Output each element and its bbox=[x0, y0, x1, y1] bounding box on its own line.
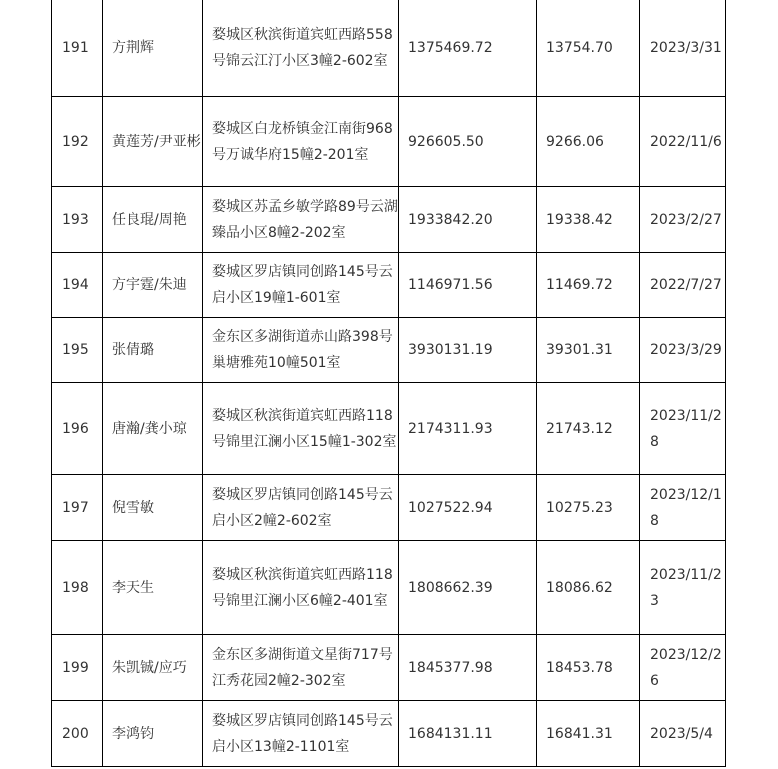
cell-tax: 11469.72 bbox=[537, 253, 640, 318]
table-row bbox=[52, 541, 726, 635]
cell-number: 194 bbox=[52, 253, 103, 318]
cell-tax: 16841.31 bbox=[537, 701, 640, 767]
table-row bbox=[52, 253, 726, 318]
cell-tax: 9266.06 bbox=[537, 97, 640, 187]
table-row bbox=[52, 635, 726, 701]
cell-date: 2023/12/26 bbox=[640, 635, 726, 701]
records-table-container bbox=[51, 0, 726, 767]
cell-number: 191 bbox=[52, 0, 103, 97]
cell-name: 张倩璐 bbox=[103, 318, 203, 383]
cell-date: 2023/12/18 bbox=[640, 475, 726, 541]
cell-number: 195 bbox=[52, 318, 103, 383]
cell-name: 方宇霆/朱迪 bbox=[103, 253, 203, 318]
cell-date: 2023/3/29 bbox=[640, 318, 726, 383]
cell-amount: 1375469.72 bbox=[399, 0, 537, 97]
cell-amount: 1684131.11 bbox=[399, 701, 537, 767]
cell-number: 193 bbox=[52, 187, 103, 253]
table-row bbox=[52, 475, 726, 541]
table-row bbox=[52, 701, 726, 767]
cell-name: 倪雪敏 bbox=[103, 475, 203, 541]
cell-amount: 1146971.56 bbox=[399, 253, 537, 318]
cell-date: 2022/11/6 bbox=[640, 97, 726, 187]
cell-amount: 1808662.39 bbox=[399, 541, 537, 635]
cell-number: 192 bbox=[52, 97, 103, 187]
cell-number: 198 bbox=[52, 541, 103, 635]
table-row bbox=[52, 383, 726, 475]
table-row bbox=[52, 97, 726, 187]
cell-date: 2023/3/31 bbox=[640, 0, 726, 97]
cell-name: 李天生 bbox=[103, 541, 203, 635]
cell-address: 婺城区罗店镇同创路145号云启小区13幢2-1101室 bbox=[203, 701, 399, 767]
cell-date: 2022/7/27 bbox=[640, 253, 726, 318]
cell-date: 2023/2/27 bbox=[640, 187, 726, 253]
cell-date: 2023/11/23 bbox=[640, 541, 726, 635]
cell-tax: 13754.70 bbox=[537, 0, 640, 97]
cell-address: 婺城区白龙桥镇金江南街968号万诚华府15幢2-201室 bbox=[203, 97, 399, 187]
cell-amount: 3930131.19 bbox=[399, 318, 537, 383]
cell-address: 婺城区秋滨街道宾虹西路558号锦云江汀小区3幢2-602室 bbox=[203, 0, 399, 97]
cell-address: 金东区多湖街道赤山路398号巢塘雅苑10幢501室 bbox=[203, 318, 399, 383]
cell-tax: 21743.12 bbox=[537, 383, 640, 475]
cell-tax: 39301.31 bbox=[537, 318, 640, 383]
cell-name: 任良琨/周艳 bbox=[103, 187, 203, 253]
records-table bbox=[51, 0, 726, 767]
cell-name: 方荆辉 bbox=[103, 0, 203, 97]
cell-number: 197 bbox=[52, 475, 103, 541]
cell-amount: 1845377.98 bbox=[399, 635, 537, 701]
records-table-body bbox=[52, 0, 726, 767]
cell-tax: 18086.62 bbox=[537, 541, 640, 635]
cell-name: 李鸿钧 bbox=[103, 701, 203, 767]
cell-amount: 1933842.20 bbox=[399, 187, 537, 253]
table-row bbox=[52, 187, 726, 253]
cell-number: 196 bbox=[52, 383, 103, 475]
cell-number: 200 bbox=[52, 701, 103, 767]
cell-tax: 18453.78 bbox=[537, 635, 640, 701]
cell-amount: 1027522.94 bbox=[399, 475, 537, 541]
table-row bbox=[52, 0, 726, 97]
cell-date: 2023/5/4 bbox=[640, 701, 726, 767]
cell-name: 唐瀚/龚小琼 bbox=[103, 383, 203, 475]
cell-tax: 19338.42 bbox=[537, 187, 640, 253]
table-row bbox=[52, 318, 726, 383]
cell-number: 199 bbox=[52, 635, 103, 701]
cell-amount: 926605.50 bbox=[399, 97, 537, 187]
cell-name: 朱凯铖/应巧 bbox=[103, 635, 203, 701]
cell-address: 婺城区苏孟乡敏学路89号云湖臻品小区8幢2-202室 bbox=[203, 187, 399, 253]
cell-amount: 2174311.93 bbox=[399, 383, 537, 475]
cell-address: 婺城区罗店镇同创路145号云启小区19幢1-601室 bbox=[203, 253, 399, 318]
cell-address: 婺城区秋滨街道宾虹西路118号锦里江澜小区6幢2-401室 bbox=[203, 541, 399, 635]
cell-tax: 10275.23 bbox=[537, 475, 640, 541]
cell-address: 金东区多湖街道文星街717号江秀花园2幢2-302室 bbox=[203, 635, 399, 701]
cell-name: 黄莲芳/尹亚彬 bbox=[103, 97, 203, 187]
cell-address: 婺城区秋滨街道宾虹西路118号锦里江澜小区15幢1-302室 bbox=[203, 383, 399, 475]
cell-address: 婺城区罗店镇同创路145号云启小区2幢2-602室 bbox=[203, 475, 399, 541]
cell-date: 2023/11/28 bbox=[640, 383, 726, 475]
